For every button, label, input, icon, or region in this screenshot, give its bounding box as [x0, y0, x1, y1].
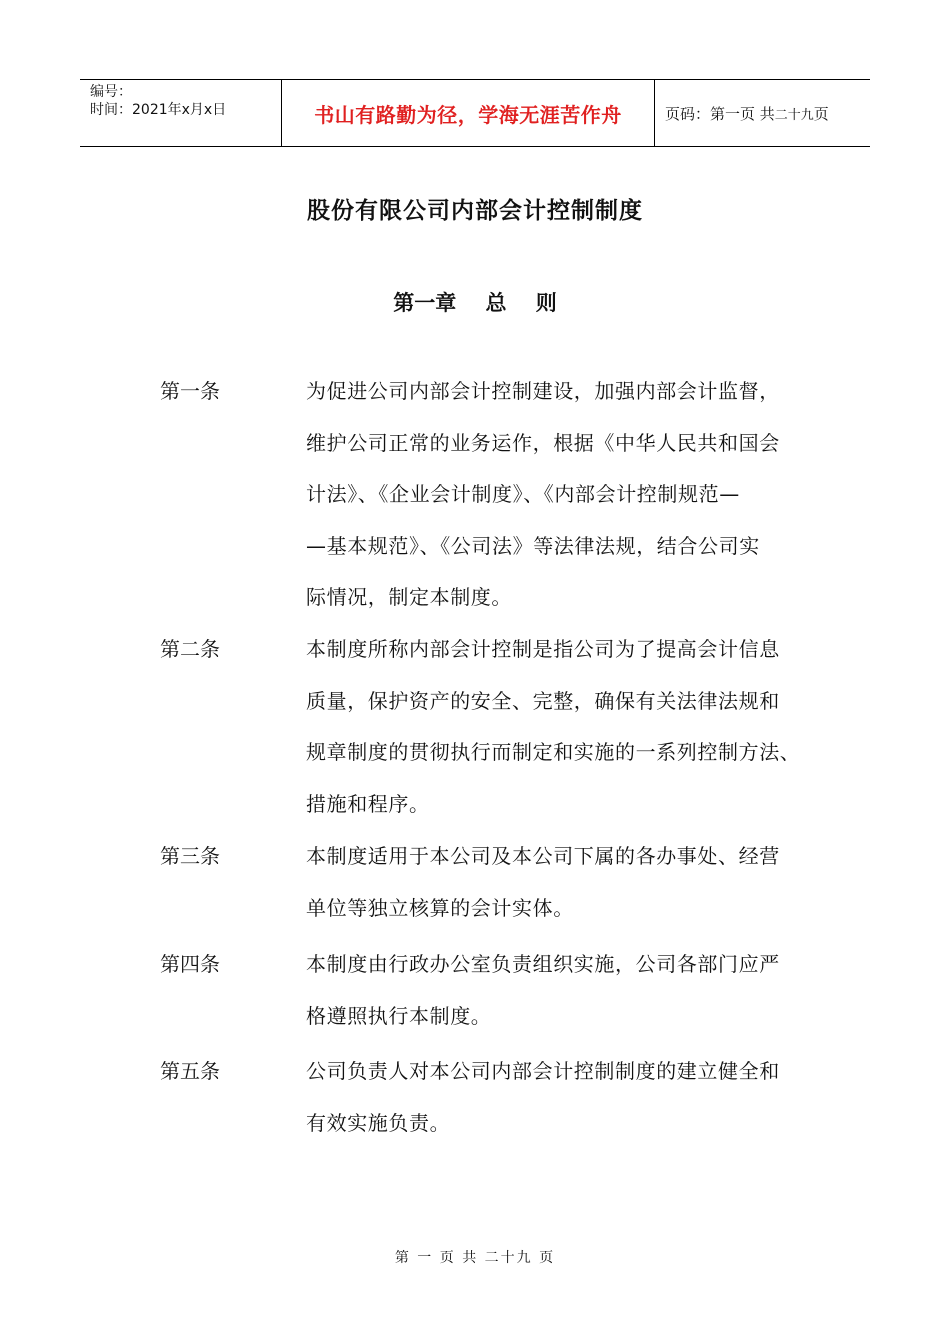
header-meta-cell	[80, 80, 281, 146]
chapter-heading: 第一章 总 则	[393, 291, 557, 315]
article-text-line: 格遵照执行本制度。	[306, 1003, 492, 1028]
document-number-label: 编号：	[90, 84, 132, 100]
article-number: 第三条	[160, 844, 220, 868]
article-body	[306, 366, 780, 624]
page-info-total: 二十九	[774, 107, 814, 123]
article-text-line: 质量，保护资产的安全、完整，确保有关法律法规和	[306, 688, 780, 713]
article-number: 第一条	[160, 379, 220, 403]
article-text-line: 本制度所称内部会计控制是指公司为了提高会计信息	[306, 637, 780, 661]
page-info-label: 页码：第一页 共	[665, 104, 775, 123]
article-body	[306, 1046, 780, 1149]
document-header	[80, 79, 870, 147]
article-text-line: 单位等独立核算的会计实体。	[306, 895, 574, 920]
page-footer: 第 一 页 共 二十九 页	[394, 1250, 556, 1266]
document-title: 股份有限公司内部会计控制制度	[307, 198, 643, 224]
article-text-line: 措施和程序。	[306, 791, 430, 816]
motto-text: 书山有路勤为径，学海无涯苦作舟	[314, 102, 622, 127]
article-text-line: 维护公司正常的业务运作，根据《中华人民共和国会	[306, 430, 780, 455]
article-text-line: 规章制度的贯彻执行而制定和实施的一系列控制方法、	[306, 740, 801, 764]
article-text-line: 有效实施负责。	[306, 1110, 451, 1135]
header-motto-cell	[281, 80, 655, 146]
article-body	[306, 624, 800, 830]
page-info	[665, 103, 829, 124]
page-info-suffix: 页	[813, 104, 829, 123]
article-text-line: 为促进公司内部会计控制建设，加强内部会计监督，	[306, 379, 780, 403]
article-text-line: 本制度由行政办公室负责组织实施，公司各部门应严	[306, 952, 780, 976]
article-text-line: 际情况，制定本制度。	[306, 585, 512, 609]
article-text-line: 计法》、《企业会计制度》、《内部会计控制规范—	[306, 482, 740, 506]
article-number: 第二条	[160, 637, 220, 661]
article-body	[306, 831, 780, 934]
header-page-cell	[655, 80, 870, 146]
article-body	[306, 939, 780, 1042]
article-number: 第四条	[160, 952, 220, 976]
article-text-line: 本制度适用于本公司及本公司下属的各办事处、经营	[306, 844, 780, 868]
article-number: 第五条	[160, 1059, 220, 1083]
article-text-line: —基本规范》、《公司法》等法律法规，结合公司实	[306, 533, 760, 558]
document-time-label: 时间：2021年x月x日	[90, 102, 227, 118]
article-text-line: 公司负责人对本公司内部会计控制制度的建立健全和	[306, 1059, 780, 1083]
